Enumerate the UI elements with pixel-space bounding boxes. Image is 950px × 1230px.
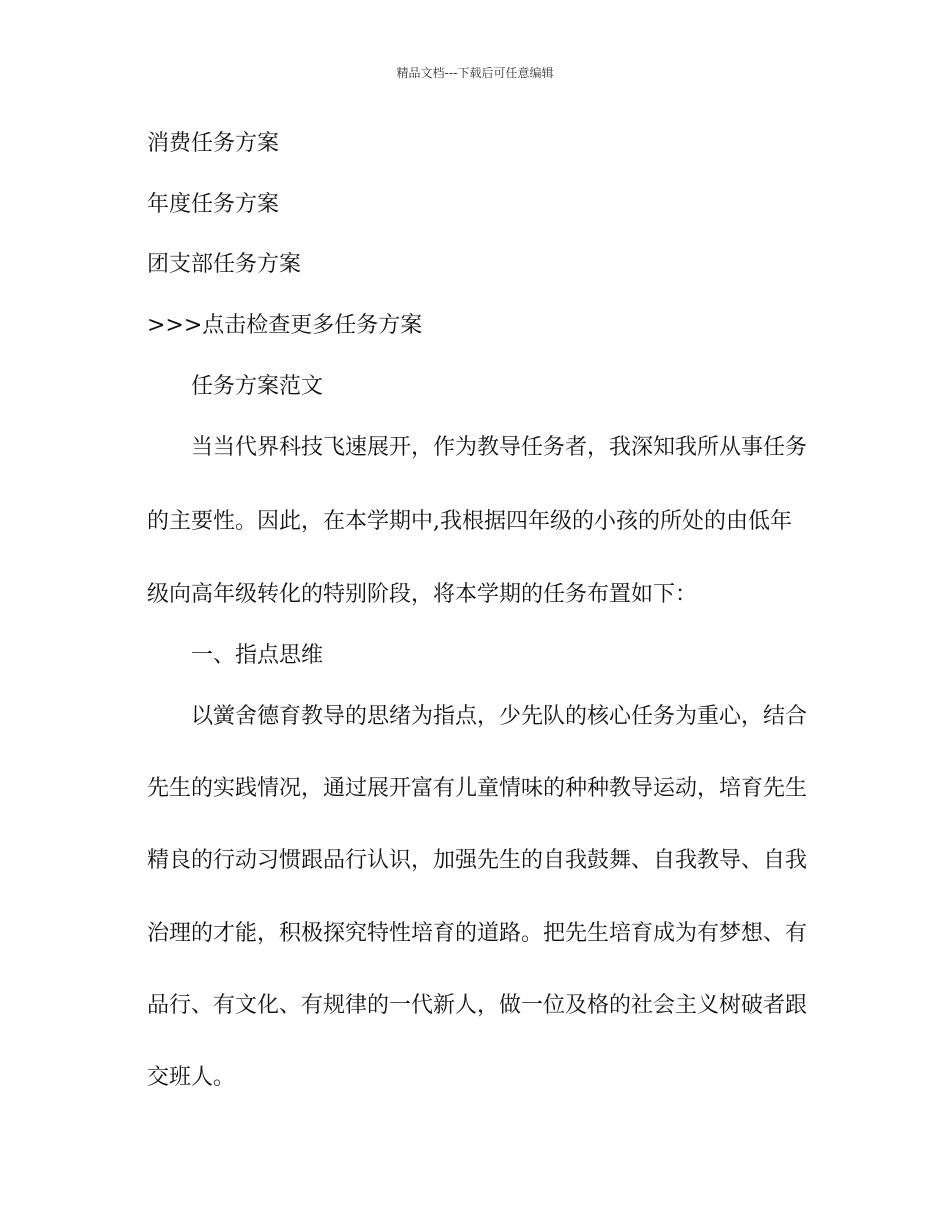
para1-line-1: 以黉舍德育教导的思绪为指点，少先队的核心任务为重心，结合: [191, 704, 808, 729]
para1-line-2: 先生的实践情况，通过展开富有儿童情味的种种教导运动，培育先生: [147, 776, 808, 801]
para1-line-6: 交班人。: [147, 1065, 236, 1090]
page-header: 精品文档---下载后可任意编辑: [396, 66, 554, 80]
link-league-branch-plan[interactable]: 团支部任务方案: [147, 252, 302, 277]
heading-guiding-thought: 一、指点思维: [191, 643, 324, 668]
para1-line-5: 品行、有文化、有规律的一代新人，做一位及格的社会主义树破者跟: [147, 993, 808, 1018]
link-annual-plan[interactable]: 年度任务方案: [147, 192, 280, 217]
intro-line-2: 的主要性。因此，在本学期中,我根据四年级的小孩的所处的由低年: [147, 509, 792, 534]
link-consumption-plan[interactable]: 消费任务方案: [147, 131, 280, 156]
link-more-plans[interactable]: >>>点击检查更多任务方案: [147, 313, 423, 338]
intro-line-3: 级向高年级转化的特别阶段，将本学期的任务布置如下：: [147, 582, 698, 607]
section-title: 任务方案范文: [191, 374, 324, 399]
para1-line-4: 治理的才能，积极探究特性培育的道路。把先生培育成为有梦想、有: [147, 921, 808, 946]
intro-line-1: 当当代界科技飞速展开，作为教导任务者，我深知我所从事任务: [191, 435, 808, 460]
para1-line-3: 精良的行动习惯跟品行认识，加强先生的自我鼓舞、自我教导、自我: [147, 848, 808, 873]
